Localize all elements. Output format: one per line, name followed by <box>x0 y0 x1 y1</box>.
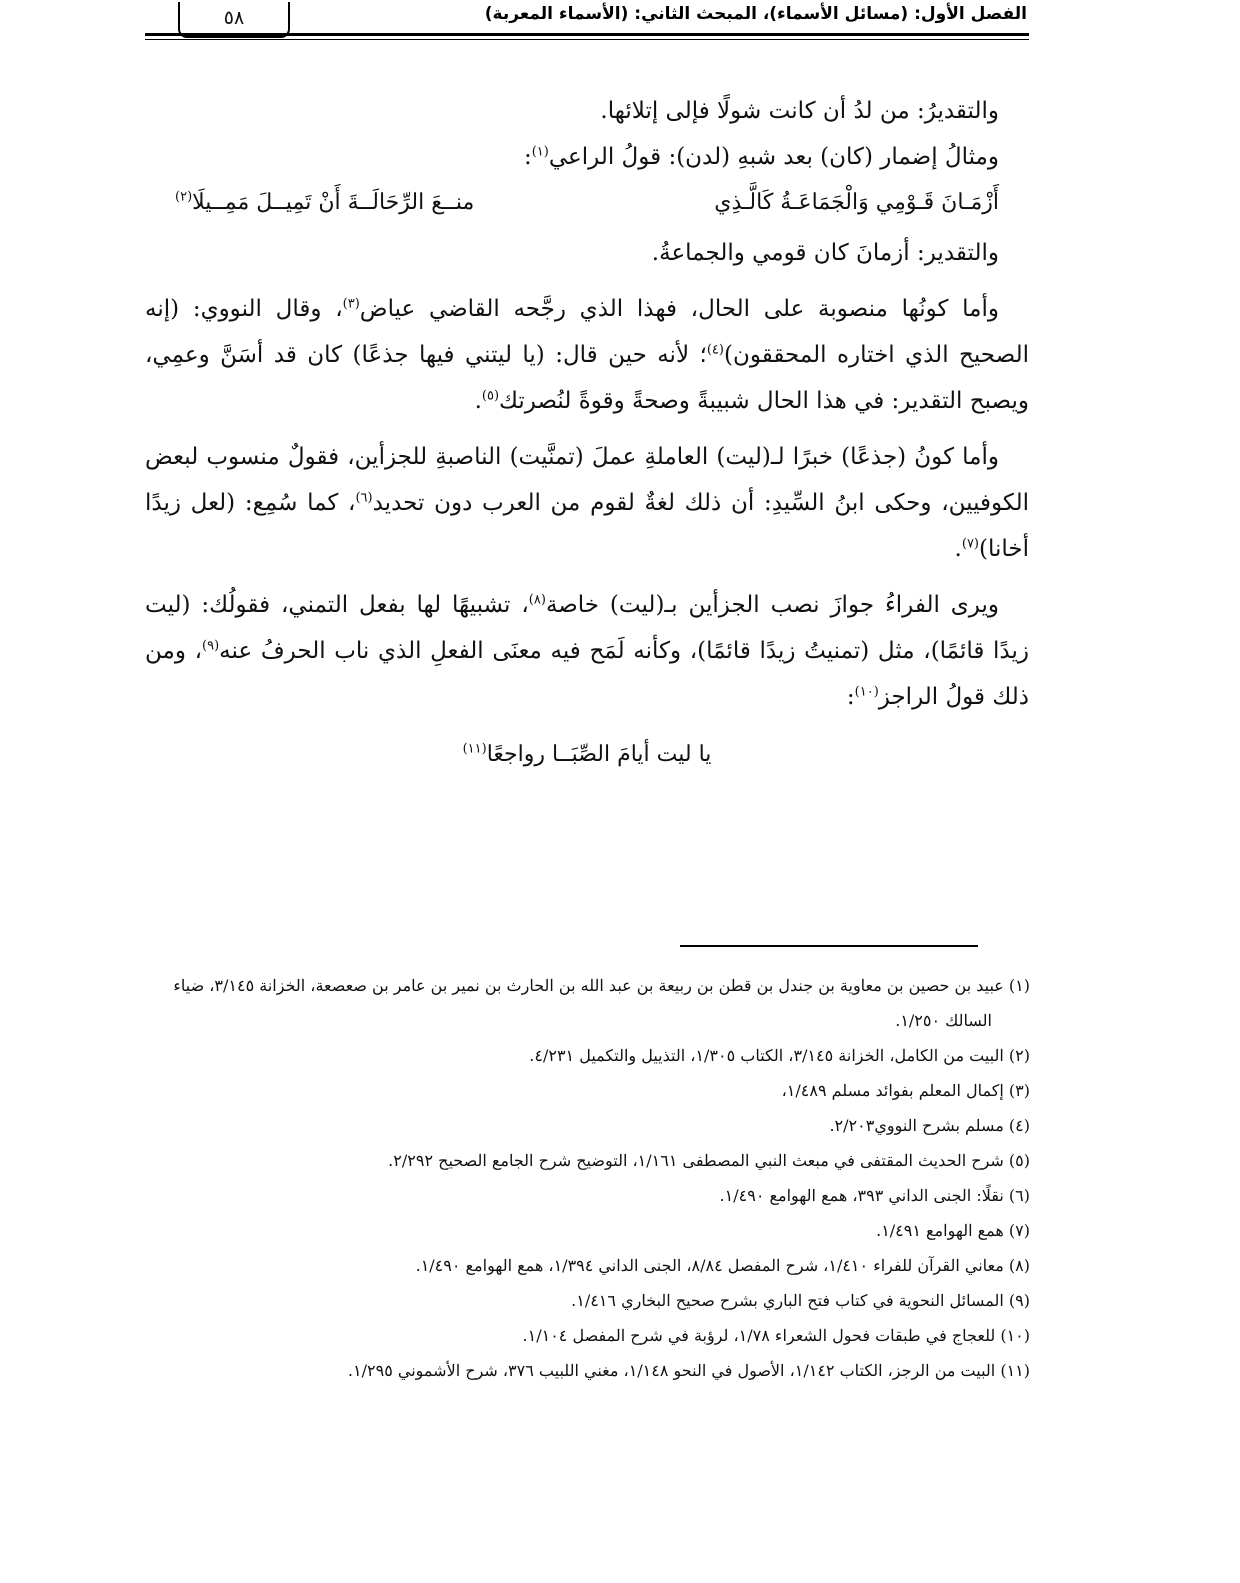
footnote: (٧) همع الهوامع ١/٤٩١. <box>876 1221 1030 1240</box>
verse-hemistich-right: أَزْمَـانَ قَـوْمِي وَالْجَمَاعَـةُ كَالَّـذِي <box>714 190 999 215</box>
paragraph: وأما كونُها منصوبة على الحال، فهذا الذي رجَّحه القاضي عياض$^{(٣)}$، وقال النووي: (إنه الصحيح الذي اختاره المحققون)$^{(٤)}$؛ لأنه حين قال: (يا ليتني فيها جذعًا) كان قد أسَنَّ وعمِي، ويصبح التقدير: في هذا الحال شبيبةً وصحةً وقوةً لنُصرتك$^{(٥)}$. <box>145 296 1029 414</box>
footnote-ref: (١) <box>531 144 549 160</box>
paragraph: ويرى الفراءُ جوازَ نصب الجزأين بـ(ليت) خاصة$^{(٨)}$، تشبيهًا لها بفعل التمني، فقولُك: (ليت زيدًا قائمًا)، مثل (تمنيتُ زيدًا قائمًا)، وكأنه لَمَح فيه معنَى الفعلِ الذي ناب الحرفُ عنه$^{(٩)}$، ومن ذلك قولُ الراجز$^{(١٠)}$: <box>145 592 1030 710</box>
footnote-ref: (١٠) <box>854 684 879 700</box>
header-rule-thick <box>145 33 1029 36</box>
verse-line <box>145 180 1029 226</box>
footnote-ref: (٥) <box>481 388 500 404</box>
footnote: (١١) البيت من الرجز، الكتاب ١/١٤٢، الأصول في النحو ١/١٤٨، مغني اللبيب ٣٧٦، شرح الأشموني ١/٢٩٥. <box>347 1361 1030 1380</box>
footnote-separator <box>680 945 978 947</box>
footnote: (٢) البيت من الكامل، الخزانة ٣/١٤٥، الكتاب ١/٣٠٥، التذييل والتكميل ٤/٢٣١. <box>529 1046 1030 1065</box>
footnote-ref: (٦) <box>355 490 373 506</box>
paragraph: وأما كونُ (جذعًا) خبرًا لـ(ليت) العاملةِ عملَ (تمنَّيت) الناصبةِ للجزأين، فقولٌ منسوب لبعض الكوفيين، وحكى ابنُ السِّيدِ: أن ذلك لغةٌ لقوم من العرب دون تحديد$^{(٦)}$، كما سُمِع: (لعل زيدًا أخانا)$^{(٧)}$. <box>145 444 1029 562</box>
footnote-ref: (١١) <box>462 741 487 757</box>
page-number: ٥٨ <box>178 2 290 38</box>
footnote: (٦) نقلًا: الجنى الداني ٣٩٣، همع الهوامع ١/٤٩٠. <box>719 1186 1030 1205</box>
header-title: الفصل الأول: (مسائل الأسماء)، المبحث الثاني: (الأسماء المعربة) <box>484 4 1027 24</box>
running-header <box>145 2 1029 42</box>
footnote-ref: (٣) <box>342 296 360 312</box>
footnote: (١) عبيد بن حصين بن معاوية بن جندل بن قطن بن ربيعة بن عبد الله بن الحارث بن نمير بن عامر بن صعصعة، الخزانة ٣/١٤٥، ضياء السالك ١/٢٥٠. <box>173 976 1030 1030</box>
footnote: (٩) المسائل النحوية في كتاب فتح الباري بشرح صحيح البخاري ١/٤١٦. <box>571 1291 1030 1310</box>
footnotes <box>160 968 1030 1388</box>
footnote-ref: (٧) <box>961 536 979 552</box>
text-line: والتقديرُ: من لدُ أن كانت شولًا فإلى إتلائها. <box>600 98 999 124</box>
verse-line: يا ليت أيامَ الصِّبَــا رواجعًا$^{(١١)}$ <box>462 741 712 767</box>
text-line: ومثالُ إضمار (كان) بعد شبهِ (لدن): قولُ الراعي$^{(١)}$: <box>523 144 999 170</box>
text-line: والتقدير: أزمانَ كان قومي والجماعةُ. <box>651 240 999 266</box>
footnote: (٣) إكمال المعلم بفوائد مسلم ١/٤٨٩، <box>781 1081 1030 1100</box>
footnote-ref: (٩) <box>202 638 220 654</box>
footnote-ref: (٢) <box>175 189 193 205</box>
footnote-ref: (٤) <box>706 342 724 358</box>
footnote: (٥) شرح الحديث المقتفى في مبعث النبي المصطفى ١/١٦١، التوضيح شرح الجامع الصحيح ٢/٢٩٢. <box>388 1151 1030 1170</box>
footnote: (٤) مسلم بشرح النووي٢/٢٠٣. <box>829 1116 1030 1135</box>
footnote-ref: (٨) <box>528 592 546 608</box>
header-rule-thin <box>145 39 1029 40</box>
footnote: (١٠) للعجاج في طبقات فحول الشعراء ١/٧٨، لرؤبة في شرح المفصل ١/١٠٤. <box>522 1326 1030 1345</box>
main-text <box>145 88 1029 778</box>
footnote: (٨) معاني القرآن للفراء ١/٤١٠، شرح المفصل ٨/٨٤، الجنى الداني ١/٣٩٤، همع الهوامع ١/٤٩٠. <box>415 1256 1030 1275</box>
verse-hemistich-left: منــعَ الرِّحَالَــةَ أَنْ تَمِيــلَ مَمِــيلَا$^{(٢)}$ <box>175 189 475 215</box>
